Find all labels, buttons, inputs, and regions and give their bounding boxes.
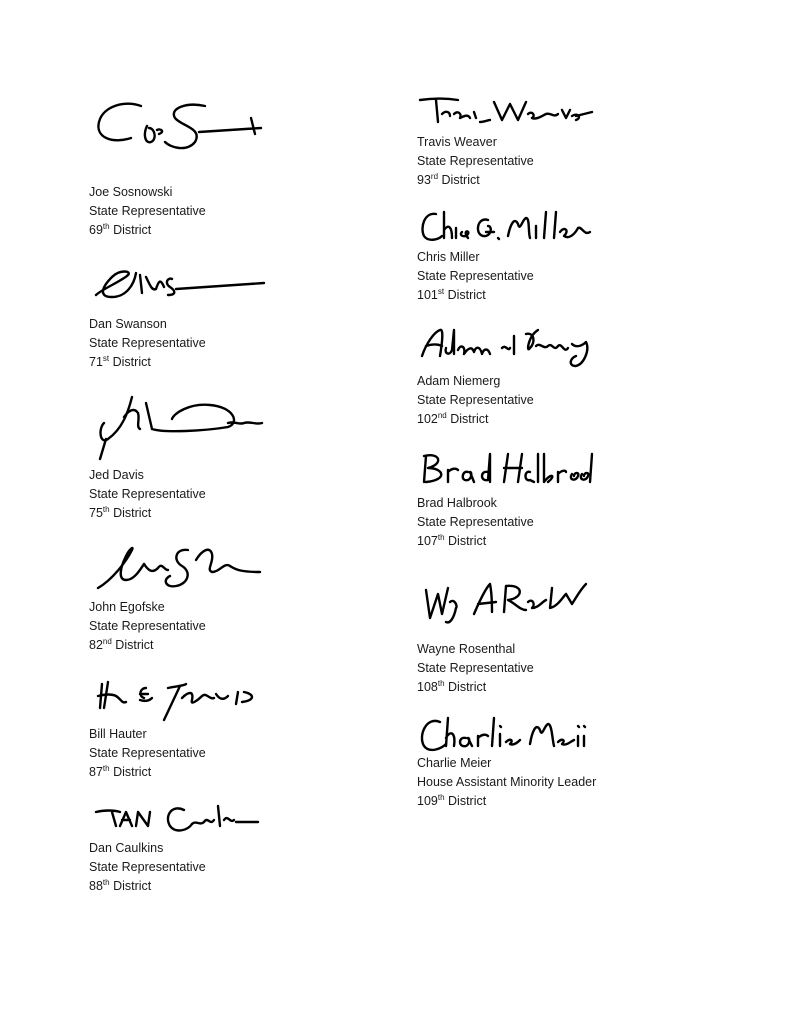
signer-title: State Representative [89, 859, 206, 874]
signer-district: 69th District [89, 221, 152, 237]
signer-name: Wayne Rosenthal [417, 642, 516, 656]
signer-title: State Representative [89, 618, 206, 633]
signer-district: 101st District [417, 286, 486, 302]
signer-name: Brad Halbrook [417, 496, 497, 510]
handwritten-signature [92, 265, 267, 305]
signer-name: Bill Hauter [89, 727, 147, 741]
signer-district: 102nd District [417, 410, 489, 426]
signer-title: State Representative [89, 335, 206, 350]
handwritten-signature [418, 208, 594, 248]
signer-name: Chris Miller [417, 250, 480, 264]
handwritten-signature [418, 714, 594, 758]
signer-name: John Egofske [89, 600, 165, 614]
signer-name: Travis Weaver [417, 135, 497, 149]
signer-title: State Representative [417, 514, 534, 529]
signer-name: Charlie Meier [417, 756, 492, 770]
handwritten-signature [420, 578, 592, 628]
signer-name: Dan Swanson [89, 317, 167, 331]
signer-title: House Assistant Minority Leader [417, 774, 597, 789]
signer-district: 82nd District [89, 636, 154, 652]
signer-title: State Representative [89, 203, 206, 218]
signer-district: 75th District [89, 504, 152, 520]
signer-name: Adam Niemerg [417, 374, 501, 388]
signer-district: 109th District [417, 792, 487, 808]
signer-title: State Representative [89, 745, 206, 760]
handwritten-signature [95, 98, 265, 158]
handwritten-signature [94, 393, 266, 463]
signer-district: 107th District [417, 532, 487, 548]
signer-district: 87th District [89, 763, 152, 779]
signer-title: State Representative [417, 392, 534, 407]
signer-name: Jed Davis [89, 468, 144, 482]
handwritten-signature [418, 450, 594, 490]
signer-district: 108th District [417, 678, 487, 694]
handwritten-signature [418, 94, 594, 130]
handwritten-signature [418, 324, 594, 372]
signer-title: State Representative [417, 268, 534, 283]
signer-name: Joe Sosnowski [89, 185, 173, 199]
handwritten-signature [92, 540, 264, 596]
signer-district: 88th District [89, 877, 152, 893]
signer-name: Dan Caulkins [89, 841, 164, 855]
handwritten-signature [94, 674, 266, 726]
handwritten-signature [94, 800, 266, 840]
signer-district: 71st District [89, 353, 151, 369]
signer-district: 93rd District [417, 171, 480, 187]
signer-title: State Representative [417, 153, 534, 168]
signer-title: State Representative [89, 486, 206, 501]
signer-title: State Representative [417, 660, 534, 675]
